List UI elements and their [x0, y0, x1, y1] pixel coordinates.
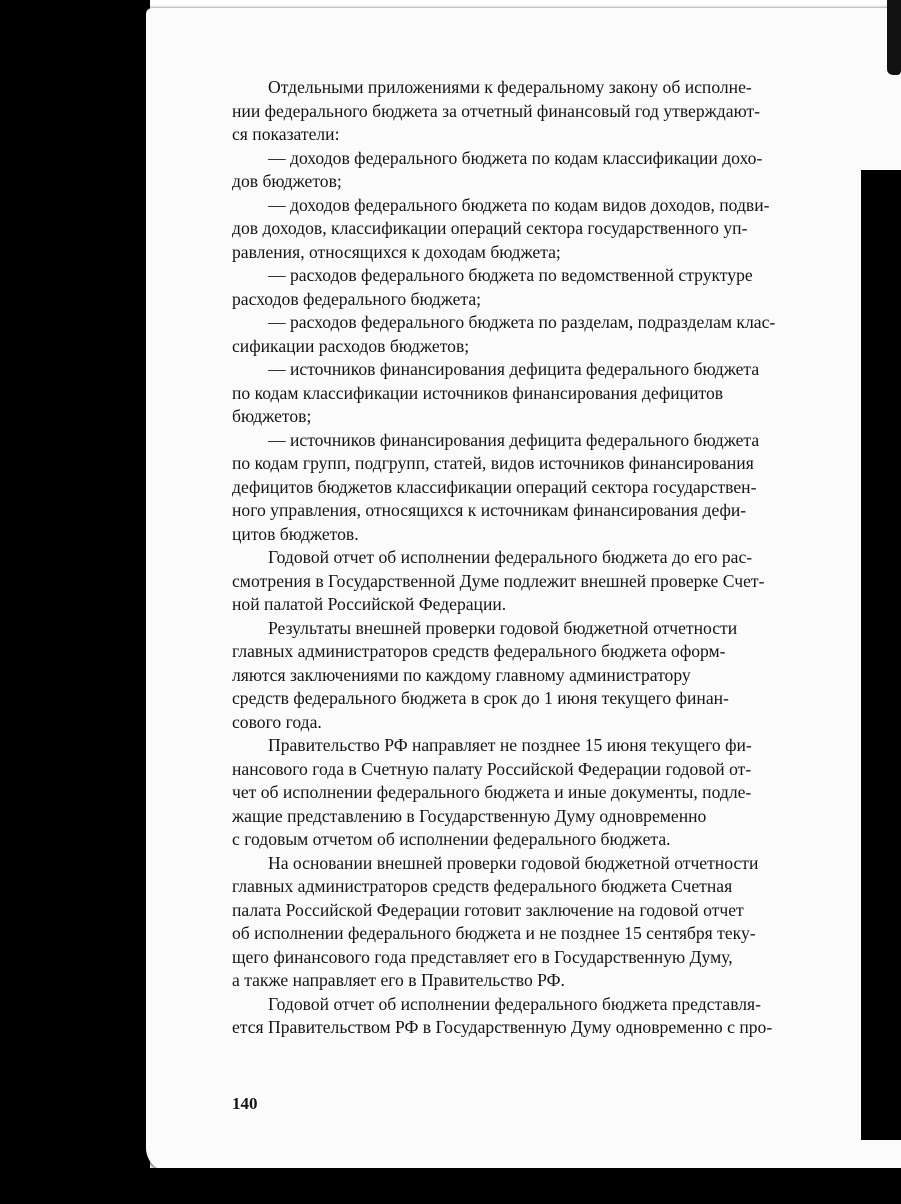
- paragraph: Годовой отчет об исполнении федерального бюджета до его рас- смотрения в Государственной Думе подлежит внешней проверке Счет- ной палатой Российской Федерации.: [232, 547, 765, 614]
- bottom-scan-shadow: [0, 1168, 901, 1204]
- page-number: 140: [232, 1094, 258, 1113]
- list-item: — доходов федерального бюджета по кодам видов доходов, подви- дов доходов, классификации операций сектора государственного уп- равления, относящихся к доходам бюджета;: [232, 194, 770, 262]
- left-scan-shadow: [0, 0, 150, 1204]
- list-item: — доходов федерального бюджета по кодам классификации дохо- дов бюджетов;: [232, 147, 763, 191]
- list-item: — расходов федерального бюджета по разделам, подразделам клас- сификации расходов бюджетов;: [232, 312, 776, 356]
- list-item: — источников финансирования дефицита федерального бюджета по кодам классификации источников финансирования дефицитов бюджетов;: [232, 359, 760, 426]
- body-text: [232, 76, 872, 1040]
- list-item: — источников финансирования дефицита федерального бюджета по кодам групп, подгрупп, статей, видов источников финансирования дефицитов бюджетов классификации операций сектора государствен- ного управления, относящихся к источникам финансирования дефи- цитов бюджетов.: [232, 429, 760, 544]
- paragraph: Годовой отчет об исполнении федерального бюджета представля- ется Правительством РФ в Государственную Думу одновременно с про-: [232, 993, 773, 1037]
- paragraph: Результаты внешней проверки годовой бюджетной отчетности главных администраторов средств федерального бюджета оформ- ляются заключениями по каждому главному администратору средств федерального бюджета в срок до 1 июня текущего финан- сового года.: [232, 617, 738, 732]
- list-item: — расходов федерального бюджета по ведомственной структуре расходов федерального бюджета;: [232, 265, 753, 309]
- paragraph: Правительство РФ направляет не позднее 15 июня текущего фи- нансового года в Счетную палату Российской Федерации годовой от- чет об исполнении федерального бюджета и иные документы, подле- жащие представлению в Государственную Думу одновременно с годовым отчетом об исполнении федерального бюджета.: [232, 735, 752, 849]
- right-scan-shadow: [861, 170, 901, 1140]
- paragraph: Отдельными приложениями к федеральному закону об исполне- нии федерального бюджета за отчетный финансовый год утверждают- ся показатели:: [232, 77, 761, 144]
- binder-clip-shadow: [887, 0, 901, 75]
- paragraph: На основании внешней проверки годовой бюджетной отчетности главных администраторов средств федерального бюджета Счетная палата Российской Федерации готовит заключение на годовой отчет об исполнении федерального бюджета и не позднее 15 сентября теку- щего финансового года представляет его в Государственную Думу, а также направляет его в Правительство РФ.: [232, 852, 759, 990]
